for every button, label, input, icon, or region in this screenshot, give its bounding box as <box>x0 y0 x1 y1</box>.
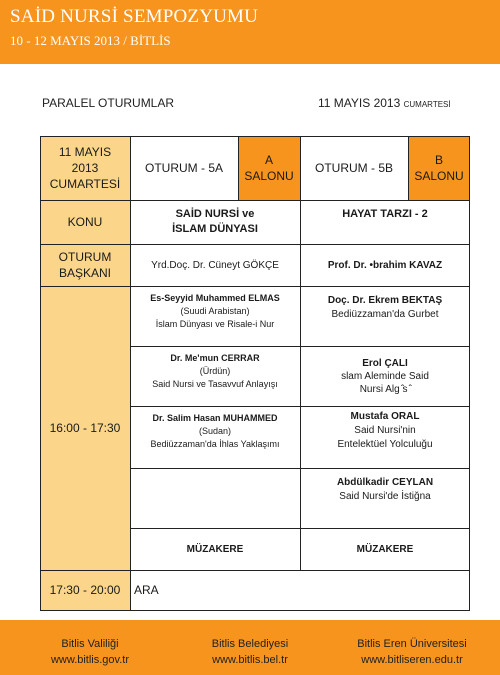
grid-line <box>40 286 470 287</box>
parallel-sessions-label: PARALEL OTURUMLAR <box>42 96 175 110</box>
hall-a-cell <box>238 136 300 200</box>
speaker-detail: Said Nursi ve Tasavvuf Anlayışı <box>152 379 278 389</box>
time-cell-2 <box>40 570 130 610</box>
speaker-detail: Bediüzzaman'da Gurbet <box>331 309 439 320</box>
discussion-b-text: MÜZAKERE <box>356 543 414 555</box>
speaker-name: Doç. Dr. Ekrem BEKTAŞ <box>327 295 443 306</box>
session-b-label <box>300 136 408 200</box>
konu-b <box>300 200 470 244</box>
sponsor-name: Bitlis Eren Üniversitesi <box>357 638 467 650</box>
grid-line <box>40 136 470 137</box>
footer-sponsor <box>10 636 170 668</box>
chair-b <box>300 244 470 286</box>
time-cell-1 <box>40 286 130 570</box>
sponsor-url[interactable]: www.bitliseren.edu.tr <box>361 654 463 666</box>
konu-label-cell <box>40 200 130 244</box>
grid-line <box>408 136 409 200</box>
hall-b-cell <box>408 136 470 200</box>
talk-b-2 <box>300 346 470 406</box>
konu-b-text: HAYAT TARZI - 2 <box>342 208 428 220</box>
sponsor-name: Bitlis Belediyesi <box>211 638 289 650</box>
break-label: ARA <box>134 583 159 597</box>
speaker-name: Erol ÇALI <box>362 357 408 369</box>
hall-b-word: SALONU <box>414 169 464 183</box>
grid-line <box>40 136 41 610</box>
time-range: 17:30 - 20:00 <box>49 583 121 597</box>
speaker-detail: slam Aleminde Said <box>341 370 429 382</box>
discussion-a <box>130 528 300 570</box>
speaker-detail: Said Nursi'de İstiğna <box>339 491 431 502</box>
chair-label-line: BAŞKANI <box>58 266 112 280</box>
speaker-name: Abdülkadir CEYLAN <box>336 477 434 488</box>
symposium-title: SAİD NURSİ SEMPOZYUMU <box>10 6 259 27</box>
talk-b-3 <box>300 406 470 468</box>
chair-label-line: OTURUM <box>58 250 112 264</box>
footer-sponsor <box>170 636 330 668</box>
hall-a-letter: A <box>264 153 273 167</box>
talk-a-1 <box>130 286 300 346</box>
sponsor-url[interactable]: www.bitlis.gov.tr <box>50 654 130 666</box>
speaker-name: Mustafa ORAL <box>350 411 420 422</box>
grid-line <box>40 570 470 571</box>
grid-line <box>40 610 470 611</box>
chair-a-text: Yrd.Doç. Dr. Cüneyt GÖKÇE <box>151 259 279 271</box>
speaker-name: Es-Seyyid Muhammed ELMAS <box>150 293 280 303</box>
grid-line <box>40 244 470 245</box>
speaker-name: Dr. Me'mun CERRAR <box>170 353 260 363</box>
grid-line <box>300 136 301 570</box>
grid-line <box>238 136 239 200</box>
konu-label: KONU <box>67 215 103 229</box>
konu-a <box>130 200 300 244</box>
grid-line <box>469 136 470 610</box>
talk-b-1 <box>300 286 470 346</box>
hall-a-word: SALONU <box>244 169 294 183</box>
chair-b-text: Prof. Dr. •brahim KAVAZ <box>327 259 443 271</box>
grid-line <box>130 136 131 610</box>
chair-label-cell <box>40 244 130 286</box>
footer-sponsor <box>332 636 492 668</box>
speaker-detail: Said Nursi'nin <box>354 425 416 436</box>
speaker-detail: İslam Dünyası ve Risale-i Nur <box>155 319 275 329</box>
konu-a-line: İSLAM DÜNYASI <box>172 223 258 235</box>
chair-a <box>130 244 300 286</box>
speaker-name: Dr. Salim Hasan MUHAMMED <box>152 413 278 423</box>
date-cell <box>40 136 130 200</box>
date-line: 11 MAYIS <box>58 145 112 159</box>
talk-a-2 <box>130 346 300 406</box>
hall-b-letter: B <box>434 153 443 167</box>
speaker-detail: Entelektüel Yolculuğu <box>337 439 433 450</box>
date-line: CUMARTESİ <box>49 177 121 191</box>
speaker-detail: Nursi Alg ̂s ̂ <box>359 383 411 395</box>
talk-a-3 <box>130 406 300 468</box>
session-a-text: OTURUM - 5A <box>145 161 223 175</box>
sponsor-url[interactable]: www.bitlis.bel.tr <box>212 654 288 666</box>
konu-a-line: SAİD NURSİ ve <box>175 208 255 220</box>
discussion-b <box>300 528 470 570</box>
session-day-text: CUMARTESİ <box>403 100 451 109</box>
session-a-label <box>130 136 238 200</box>
session-b-text: OTURUM - 5B <box>315 161 393 175</box>
session-date-text: 11 MAYIS 2013 <box>318 96 401 110</box>
discussion-a-text: MÜZAKERE <box>186 543 244 555</box>
footer-banner <box>0 620 500 675</box>
symposium-dates: 10 - 12 MAYIS 2013 / BİTLİS <box>10 33 171 48</box>
break-cell <box>130 570 470 610</box>
speaker-detail: Bediüzzaman'da İhlas Yaklaşımı <box>150 439 280 449</box>
speaker-detail: (Sudan) <box>198 426 232 436</box>
speaker-detail: (Suudi Arabistan) <box>180 306 250 316</box>
speaker-detail: (Ürdün) <box>199 366 231 376</box>
time-range: 16:00 - 17:30 <box>49 421 121 435</box>
sponsor-name: Bitlis Valiliği <box>61 638 119 650</box>
grid-line <box>40 200 470 201</box>
date-line: 2013 <box>71 161 99 175</box>
talk-b-4 <box>300 468 470 528</box>
